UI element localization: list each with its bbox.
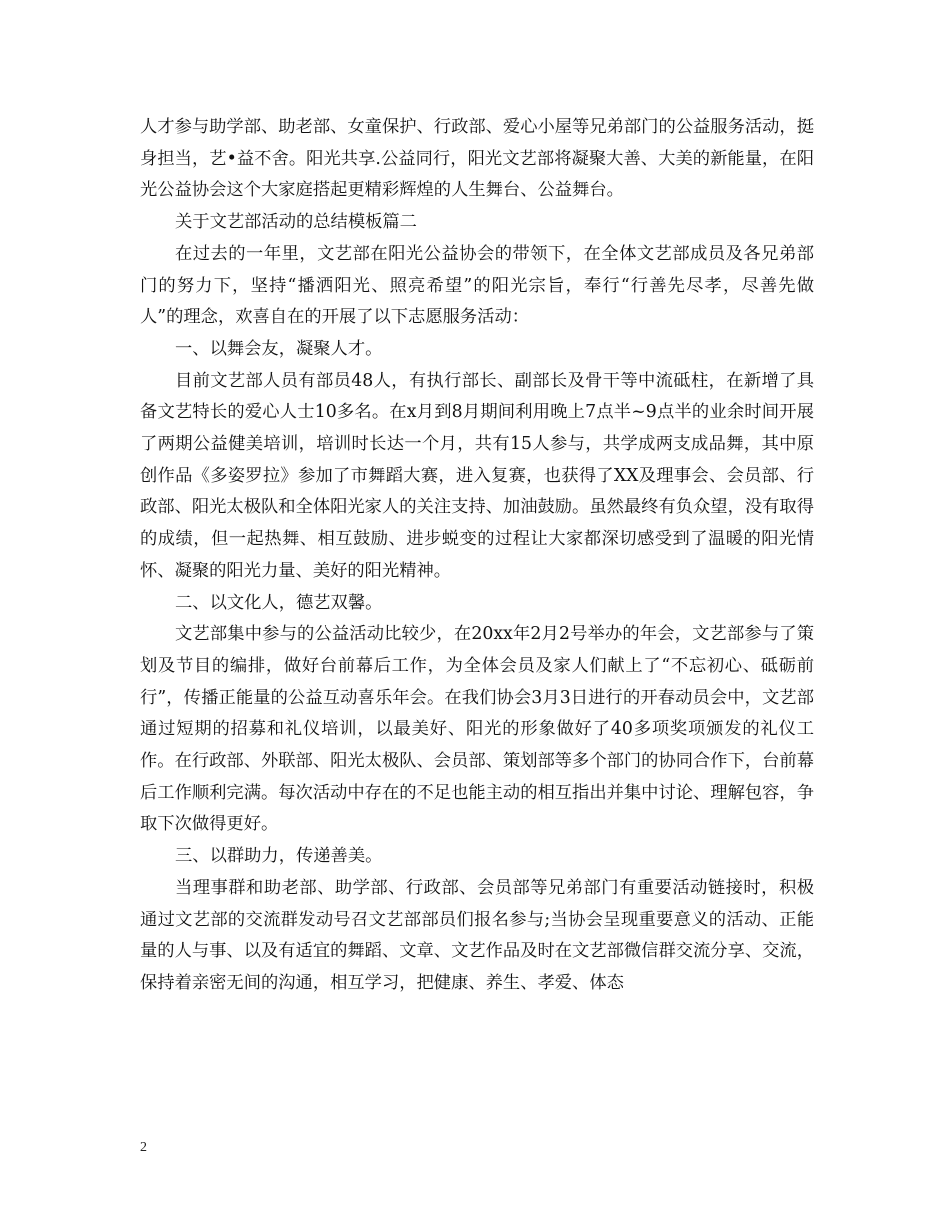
paragraph-section-1: 目前文艺部人员有部员48人，有执行部长、副部长及骨干等中流砥柱，在新增了具备文艺特长的爱心人士10多名。在x月到8月期间利用晚上7点半~9点半的业余时间开展了两期公益健美培训，培训时长达一个月，共有15人参与，共学成两支成品舞，其中原创作品《多姿罗拉》参加了市舞蹈大赛，进入复赛，也获得了XX及理事会、会员部、行政部、阳光太极队和全体阳光家人的关注支持、加油鼓励。虽然最终有负众望，没有取得的成绩，但一起热舞、相互鼓励、进步蜕变的过程让大家都深切感受到了温暖的阳光情怀、凝聚的阳光力量、美好的阳光精神。 [140, 370, 814, 581]
section-title: 关于文艺部活动的总结模板篇二 [175, 212, 417, 233]
page-number: 2 [140, 1140, 147, 1155]
heading-section-2: 二、以文化人，德艺双馨。 [175, 592, 383, 613]
paragraph-continued: 人才参与助学部、助老部、女童保护、行政部、爱心小屋等兄弟部门的公益服务活动，挺身担当，艺•益不舍。阳光共享.公益同行，阳光文艺部将凝聚大善、大美的新能量，在阳光公益协会这个大家庭搭起更精彩辉煌的人生舞台、公益舞台。 [140, 117, 814, 201]
heading-section-3: 三、以群助力，传递善美。 [175, 846, 383, 867]
document-body [140, 112, 814, 1000]
heading-section-1: 一、以舞会友，凝聚人才。 [175, 338, 383, 359]
paragraph-section-3: 当理事群和助老部、助学部、行政部、会员部等兄弟部门有重要活动链接时，积极通过文艺部的交流群发动号召文艺部部员们报名参与;当协会呈现重要意义的活动、正能量的人与事、以及有适宜的舞蹈、文章、文艺作品及时在文艺部微信群交流分享、交流，保持着亲密无间的沟通，相互学习，把健康、养生、孝爱、体态 [140, 877, 814, 993]
paragraph-section-2: 文艺部集中参与的公益活动比较少，在20xx年2月2号举办的年会，文艺部参与了策划及节目的编排，做好台前幕后工作，为全体会员及家人们献上了“不忘初心、砥砺前行”，传播正能量的公益互动喜乐年会。在我们协会3月3日进行的开春动员会中，文艺部通过短期的招募和礼仪培训，以最美好、阳光的形象做好了40多项奖项颁发的礼仪工作。在行政部、外联部、阳光太极队、会员部、策划部等多个部门的协同合作下，台前幕后工作顺利完满。每次活动中存在的不足也能主动的相互指出并集中讨论、理解包容，争取下次做得更好。 [140, 624, 814, 835]
paragraph-intro: 在过去的一年里，文艺部在阳光公益协会的带领下，在全体文艺部成员及各兄弟部门的努力下，坚持“播洒阳光、照亮希望”的阳光宗旨，奉行“行善先尽孝，尽善先做人”的理念，欢喜自在的开展了以下志愿服务活动： [140, 243, 814, 328]
